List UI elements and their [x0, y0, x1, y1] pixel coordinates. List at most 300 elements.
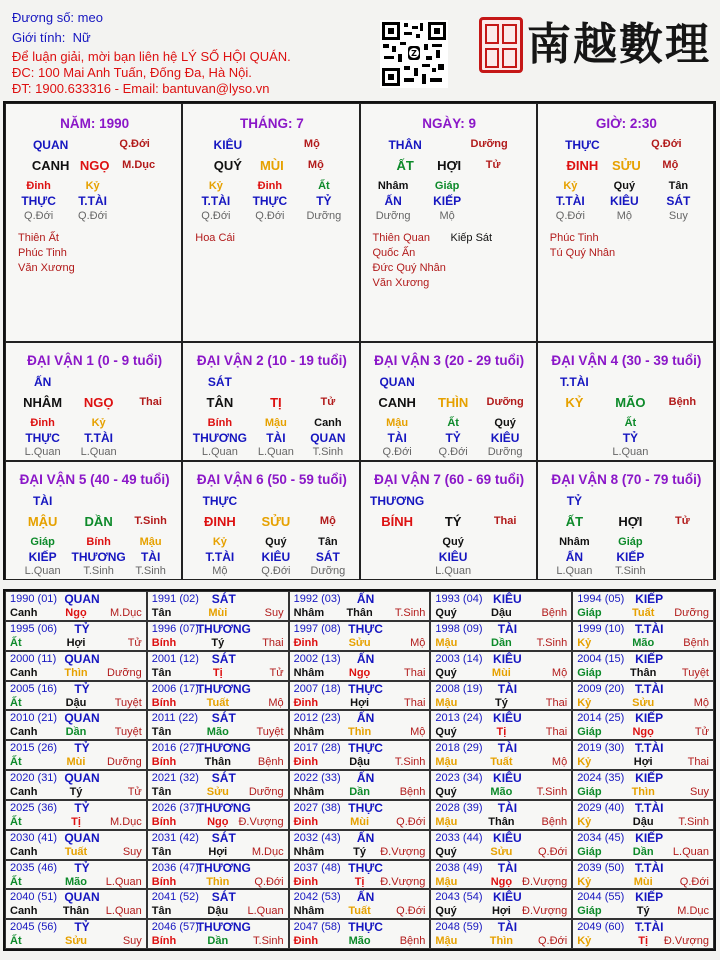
hidden-god: T.TÀI — [201, 194, 231, 208]
year-label: 2005 (16) — [10, 682, 58, 695]
year-label: 2022 (33) — [293, 772, 341, 784]
year-god: T.TÀI — [634, 621, 664, 636]
dai-van-hidden-stem: Quý — [265, 536, 287, 548]
special-star: Tú Quý Nhân — [549, 247, 616, 259]
hidden-stem: Kỷ — [208, 180, 223, 192]
year-god: THƯƠNG — [196, 800, 251, 815]
heavenly-stem: ĐINH — [566, 158, 599, 173]
year-stage: T.Sinh — [536, 636, 568, 649]
year-label: 2012 (23) — [293, 712, 341, 725]
year-stage: Tuyệt — [681, 666, 709, 679]
year-cell — [289, 919, 431, 949]
year-branch: Thân — [204, 756, 231, 769]
year-stage: T.Sinh — [536, 786, 568, 798]
dai-van-stem: ẤT — [565, 514, 584, 529]
dai-van-stage: Dưỡng — [486, 396, 524, 408]
year-stage: L.Quan — [105, 875, 142, 888]
year-god: THƯƠNG — [196, 621, 251, 636]
year-label: 2027 (38) — [293, 801, 341, 814]
hidden-stem: Ất — [318, 180, 330, 192]
year-branch: Sửu — [348, 636, 371, 649]
year-label: 2040 (51) — [10, 891, 58, 904]
year-cell — [572, 919, 714, 949]
dai-van-stem: ĐINH — [203, 514, 236, 529]
year-branch: Ngọ — [348, 666, 371, 679]
hidden-stem: Giáp — [434, 180, 460, 192]
logo-calligraphy: 南越數理 — [527, 19, 711, 70]
year-stem: Mậu — [435, 696, 458, 709]
year-branch: Tuất — [490, 756, 513, 769]
year-god: KIÊU — [493, 830, 522, 845]
year-stage: L.Quan — [105, 905, 142, 918]
year-stem: Kỷ — [577, 756, 592, 769]
year-branch: Dậu — [632, 815, 654, 828]
hidden-stage: Mộ — [439, 210, 455, 222]
year-stage: Mộ — [551, 756, 568, 769]
year-god: TỶ — [74, 920, 90, 935]
year-branch: Thân — [488, 815, 515, 828]
year-cell — [5, 800, 147, 830]
year-stem: Giáp — [577, 905, 602, 918]
year-branch: Tị — [212, 666, 223, 679]
year-stem: Bính — [151, 935, 177, 948]
dai-van-hidden-stage: T.Sinh — [83, 565, 114, 577]
dai-van-hidden-stem: Canh — [314, 417, 342, 429]
year-god: THỰC — [348, 860, 383, 875]
year-branch: Dậu — [65, 696, 87, 709]
year-stem: Bính — [151, 875, 177, 888]
year-label: 2025 (36) — [10, 801, 58, 814]
hidden-stem: Tân — [668, 180, 689, 192]
year-cell — [572, 740, 714, 770]
dai-van-title: ĐẠI VẬN 6 (50 - 59 tuổi) — [196, 472, 347, 487]
dai-van-hidden-god: T.TÀI — [205, 550, 235, 564]
year-stem: Quý — [435, 845, 457, 858]
year-god: KIÊU — [493, 890, 522, 905]
year-cell — [572, 860, 714, 890]
dai-van-stage: Tử — [320, 396, 336, 408]
year-stage: L.Quan — [247, 905, 284, 918]
year-branch: Ngọ — [632, 726, 654, 739]
year-branch: Dần — [65, 726, 87, 739]
year-god: QUAN — [64, 890, 100, 905]
year-god: TÀI — [497, 741, 518, 756]
year-branch: Thân — [346, 607, 373, 619]
year-stage: Tử — [269, 666, 284, 679]
year-stem: Canh — [10, 726, 38, 739]
dai-van-god: THỰC — [202, 494, 238, 508]
dai-van-hidden-stem: Giáp — [30, 536, 55, 548]
year-branch: Dần — [491, 636, 512, 649]
year-branch: Thìn — [631, 786, 655, 798]
year-cell — [289, 681, 431, 711]
year-label: 2044 (55) — [577, 891, 625, 904]
year-cell — [147, 710, 289, 740]
year-god: THỰC — [348, 800, 383, 815]
year-stage: Thai — [545, 726, 568, 739]
year-stage: T.Sinh — [394, 607, 426, 619]
year-cell — [430, 830, 572, 860]
dai-van-hidden-stage: Dưỡng — [487, 446, 523, 458]
year-stage: Dưỡng — [107, 666, 142, 679]
branch-stage: Mộ — [307, 159, 324, 171]
year-label: 2008 (19) — [435, 682, 483, 695]
dai-van-god: T.TÀI — [560, 375, 589, 389]
year-branch: Ngọ — [207, 815, 229, 828]
year-cell — [289, 621, 431, 651]
dai-van-hidden-god: TỶ — [622, 431, 639, 445]
dai-van-hidden-god: TÀI — [387, 431, 407, 445]
year-stem: Tân — [151, 726, 172, 739]
year-stem: Giáp — [577, 786, 602, 798]
year-stem: Tân — [151, 905, 172, 918]
year-cell — [430, 591, 572, 621]
year-stem: Kỷ — [577, 815, 592, 828]
year-god: SÁT — [211, 651, 236, 666]
year-stem: Mậu — [435, 815, 458, 828]
year-god: TỶ — [74, 800, 90, 815]
hidden-stem: Quý — [613, 180, 636, 192]
dai-van-branch: MÃO — [615, 395, 646, 410]
dai-van-cell-8 — [537, 461, 714, 580]
red-seal-stamp — [479, 17, 523, 73]
year-stage: Q.Đới — [679, 875, 709, 888]
dai-van-hidden-god: KIÊU — [490, 431, 520, 445]
year-stem: Bính — [151, 815, 177, 828]
year-stem: Quý — [435, 726, 457, 739]
gender-line: Giới tính: Nữ — [12, 30, 91, 45]
year-branch: Ngọ — [490, 875, 513, 888]
year-branch: Tý — [636, 905, 650, 918]
year-god: T.TÀI — [634, 681, 664, 696]
year-label: 2033 (44) — [435, 831, 483, 844]
branch-stage: Tử — [485, 159, 501, 171]
dai-van-hidden-god: SÁT — [315, 550, 340, 564]
year-cell — [572, 710, 714, 740]
year-branch: Sửu — [632, 696, 655, 709]
year-god: THƯƠNG — [196, 860, 251, 875]
year-stem: Ất — [10, 935, 22, 948]
year-stage: Đ.Vượng — [380, 845, 426, 858]
year-stage: Suy — [122, 845, 142, 858]
dai-van-stem: KỶ — [565, 395, 584, 410]
year-branch: Thìn — [489, 935, 513, 948]
year-label: 2042 (53) — [293, 891, 341, 904]
year-stage: Tuyệt — [114, 696, 142, 709]
pillar-cell-2 — [360, 103, 537, 342]
thap-than: THỰC — [565, 138, 600, 152]
thap-than-stage: Mộ — [303, 138, 320, 150]
year-label: 1999 (10) — [577, 622, 625, 635]
dai-van-hidden-god: T.TÀI — [84, 431, 113, 445]
dai-van-hidden-stem: Mậu — [139, 536, 162, 548]
year-cell — [430, 710, 572, 740]
hidden-god: KIẾP — [433, 194, 462, 208]
dai-van-title: ĐẠI VẬN 4 (30 - 39 tuổi) — [551, 353, 702, 368]
year-stem: Tân — [151, 786, 172, 798]
year-cell — [572, 800, 714, 830]
year-stem: Quý — [435, 905, 457, 918]
year-stage: Mộ — [410, 726, 426, 739]
year-label: 1996 (07) — [151, 622, 199, 635]
year-stem: Bính — [151, 756, 177, 769]
branch-stage: Mộ — [662, 159, 679, 171]
year-cell — [147, 800, 289, 830]
year-branch: Thân — [630, 666, 657, 679]
heavenly-stem: QUÝ — [213, 158, 242, 173]
thap-than-stage: Dưỡng — [470, 138, 508, 150]
year-god: SÁT — [211, 830, 236, 845]
year-stem: Tân — [151, 607, 172, 619]
year-god: TÀI — [497, 621, 518, 636]
year-branch: Tị — [496, 726, 507, 739]
year-cell — [572, 591, 714, 621]
year-stem: Đinh — [293, 935, 319, 948]
year-cell — [572, 889, 714, 919]
year-cell — [5, 830, 147, 860]
year-branch: Tý — [69, 786, 83, 798]
year-god: T.TÀI — [634, 800, 664, 815]
year-branch: Hợi — [633, 756, 653, 769]
year-cell — [289, 710, 431, 740]
year-stage: Q.Đới — [537, 935, 568, 948]
dai-van-stem: CANH — [378, 395, 416, 410]
year-label: 2032 (43) — [293, 831, 341, 844]
year-stage: Mộ — [693, 696, 709, 709]
year-label: 2014 (25) — [577, 712, 625, 725]
year-stem: Nhâm — [293, 845, 325, 858]
year-branch: Dậu — [207, 905, 229, 918]
year-stem: Đinh — [293, 815, 319, 828]
year-branch: Tị — [354, 875, 365, 888]
hidden-stage: Mộ — [616, 210, 633, 222]
year-label: 2001 (12) — [151, 652, 199, 665]
year-god: ẤN — [356, 711, 375, 726]
pillar-title: THÁNG: 7 — [240, 116, 304, 131]
year-stage: Đ.Vượng — [663, 935, 709, 948]
year-label: 2049 (60) — [577, 921, 625, 934]
year-cell — [147, 740, 289, 770]
hidden-god: THỰC — [252, 194, 288, 208]
year-stem: Canh — [10, 845, 38, 858]
year-branch: Hợi — [350, 696, 370, 709]
dai-van-stage: Thai — [139, 396, 162, 408]
year-cell — [147, 621, 289, 651]
dai-van-title: ĐẠI VẬN 3 (20 - 29 tuổi) — [374, 353, 525, 368]
hidden-god: T.TÀI — [78, 194, 107, 208]
year-stage: Tuyệt — [256, 726, 284, 739]
year-label: 2046 (57) — [151, 921, 199, 934]
dai-van-god: TỶ — [566, 494, 583, 508]
year-stem: Đinh — [293, 696, 319, 709]
year-branch: Mùi — [633, 875, 653, 888]
year-god: SÁT — [211, 711, 236, 726]
year-label: 2047 (58) — [293, 921, 341, 934]
year-stem: Đinh — [293, 875, 319, 888]
year-label: 1995 (06) — [10, 622, 58, 635]
year-god: KIÊU — [493, 771, 522, 785]
year-god: THƯƠNG — [196, 681, 251, 696]
dai-van-god: QUAN — [379, 375, 415, 389]
year-label: 2028 (39) — [435, 801, 483, 814]
year-stem: Canh — [10, 666, 38, 679]
year-stage: M.Dục — [110, 815, 142, 828]
year-god: KIÊU — [493, 711, 522, 726]
dai-van-hidden-god: TỶ — [445, 431, 461, 445]
year-stage: Tử — [694, 726, 709, 739]
dai-van-hidden-god: TÀI — [140, 550, 161, 564]
year-branch: Tuất — [64, 845, 88, 858]
year-god: QUAN — [64, 711, 100, 726]
year-branch: Tuất — [631, 607, 655, 619]
dai-van-hidden-god: THƯƠNG — [192, 431, 247, 445]
dai-van-cell-5 — [5, 461, 182, 580]
year-stage: Thai — [687, 756, 709, 769]
year-stem: Giáp — [577, 607, 602, 619]
year-branch: Mùi — [491, 666, 511, 679]
year-label: 2016 (27) — [151, 742, 199, 755]
year-god: TỶ — [74, 741, 90, 756]
year-stage: Thai — [403, 666, 426, 679]
year-god: TỶ — [74, 860, 90, 875]
address-line: ĐC: 100 Mai Anh Tuấn, Đống Đa, Hà Nội. — [12, 65, 252, 80]
year-stem: Tân — [151, 666, 172, 679]
dai-van-hidden-stem: Tân — [318, 536, 338, 548]
year-stage: Dưỡng — [107, 756, 142, 769]
year-label: 2024 (35) — [577, 772, 625, 784]
hidden-god: T.TÀI — [556, 194, 585, 208]
dai-van-stage: Tử — [675, 515, 690, 527]
hidden-stage: Suy — [668, 210, 688, 222]
year-stage: Bệnh — [541, 607, 568, 619]
heavenly-stem: CANH — [31, 158, 70, 173]
year-stage: Q.Đới — [396, 815, 426, 828]
year-branch: Ngọ — [65, 607, 87, 619]
year-branch: Mão — [348, 935, 371, 948]
bazi-chart — [3, 101, 716, 580]
dai-van-hidden-stage: L.Quan — [612, 446, 649, 458]
pillar-cell-3 — [537, 103, 714, 342]
dai-van-hidden-stage: L.Quan — [80, 446, 117, 458]
year-label: 2039 (50) — [577, 861, 625, 874]
year-cell — [5, 651, 147, 681]
year-stage: Thai — [545, 696, 568, 709]
dai-van-hidden-god: QUAN — [310, 431, 346, 445]
dai-van-hidden-god: THỰC — [25, 431, 60, 445]
year-label: 2031 (42) — [151, 831, 199, 844]
year-cell — [430, 770, 572, 800]
year-cell — [289, 830, 431, 860]
pillar-title: NĂM: 1990 — [60, 116, 130, 131]
year-stage: Đ.Vượng — [380, 875, 426, 888]
year-cell — [147, 770, 289, 800]
special-star-extra: Kiếp Sát — [450, 232, 493, 244]
year-god: ẤN — [356, 771, 375, 785]
phone-email-line: ĐT: 1900.633316 - Email: bantuvan@lyso.vn — [12, 81, 270, 96]
year-cell — [430, 740, 572, 770]
year-god: KIẾP — [635, 890, 664, 905]
year-stage: Đ.Vượng — [238, 815, 284, 828]
svg-text:Z: Z — [411, 49, 417, 58]
dai-van-cell-6 — [182, 461, 359, 580]
year-stem: Mậu — [435, 875, 458, 888]
year-branch: Mão — [206, 726, 229, 739]
dai-van-title: ĐẠI VẬN 5 (40 - 49 tuổi) — [19, 472, 170, 487]
year-stem: Nhâm — [293, 905, 325, 918]
year-cell — [5, 710, 147, 740]
dai-van-title: ĐẠI VẬN 2 (10 - 19 tuổi) — [196, 353, 347, 368]
year-stage: Q.Đới — [254, 875, 284, 888]
year-god: KIẾP — [635, 771, 664, 785]
year-cell — [5, 621, 147, 651]
year-stem: Kỷ — [577, 696, 592, 709]
year-label: 2026 (37) — [151, 801, 199, 814]
year-cell — [289, 740, 431, 770]
year-label: 2013 (24) — [435, 712, 483, 725]
year-branch: Mùi — [350, 815, 370, 828]
year-label: 2004 (15) — [577, 652, 625, 665]
special-star: Hoa Cái — [195, 232, 235, 244]
thap-than: QUAN — [32, 138, 69, 152]
year-label: 1991 (02) — [151, 593, 199, 605]
hidden-stage: Q.Đới — [24, 210, 54, 222]
special-star: Thiên Ất — [18, 232, 59, 244]
dai-van-hidden-stem: Ất — [447, 417, 459, 429]
hidden-god: ẤN — [384, 194, 402, 208]
thap-than: THÂN — [388, 138, 422, 152]
year-god: QUAN — [64, 771, 100, 785]
year-god: THƯƠNG — [196, 741, 251, 756]
year-cell — [5, 681, 147, 711]
year-branch: Sửu — [64, 935, 88, 948]
yearly-luck-table — [3, 589, 716, 951]
contact-line: Để luận giải, mời bạn liên hệ LÝ SỐ HỘI QUÁN. — [12, 49, 291, 64]
year-branch: Dần — [632, 845, 654, 858]
year-branch: Dần — [207, 935, 229, 948]
year-god: TỶ — [74, 621, 90, 636]
year-stage: Tuyệt — [114, 726, 142, 739]
year-label: 2003 (14) — [435, 652, 483, 665]
year-label: 2002 (13) — [293, 652, 341, 665]
special-star: Phúc Tinh — [549, 232, 599, 244]
year-god: T.TÀI — [634, 860, 664, 875]
year-cell — [147, 651, 289, 681]
year-cell — [5, 740, 147, 770]
dai-van-branch: TÝ — [444, 514, 462, 529]
year-stem: Nhâm — [293, 607, 325, 619]
dai-van-hidden-god: THƯƠNG — [71, 550, 126, 564]
year-stage: Q.Đới — [537, 845, 568, 858]
year-stem: Ất — [10, 756, 22, 769]
dai-van-god: THƯƠNG — [370, 494, 425, 508]
year-branch: Hợi — [208, 845, 228, 858]
year-branch: Tuất — [206, 696, 229, 709]
dai-van-cell-7 — [360, 461, 537, 580]
special-star: Phúc Tinh — [18, 247, 67, 259]
thap-than-stage: Q.Đới — [651, 138, 682, 150]
year-stem: Canh — [10, 607, 38, 619]
year-god: THƯƠNG — [196, 920, 251, 935]
dai-van-stage: Thai — [493, 515, 517, 527]
dai-van-hidden-god: KIÊU — [261, 550, 291, 564]
year-branch: Tý — [211, 636, 225, 649]
year-cell — [572, 651, 714, 681]
year-god: KIẾP — [635, 651, 664, 666]
year-cell — [430, 800, 572, 830]
dai-van-hidden-stem: Mậu — [264, 417, 287, 429]
year-god: KIẾP — [635, 592, 664, 606]
year-branch: Tị — [638, 935, 649, 948]
